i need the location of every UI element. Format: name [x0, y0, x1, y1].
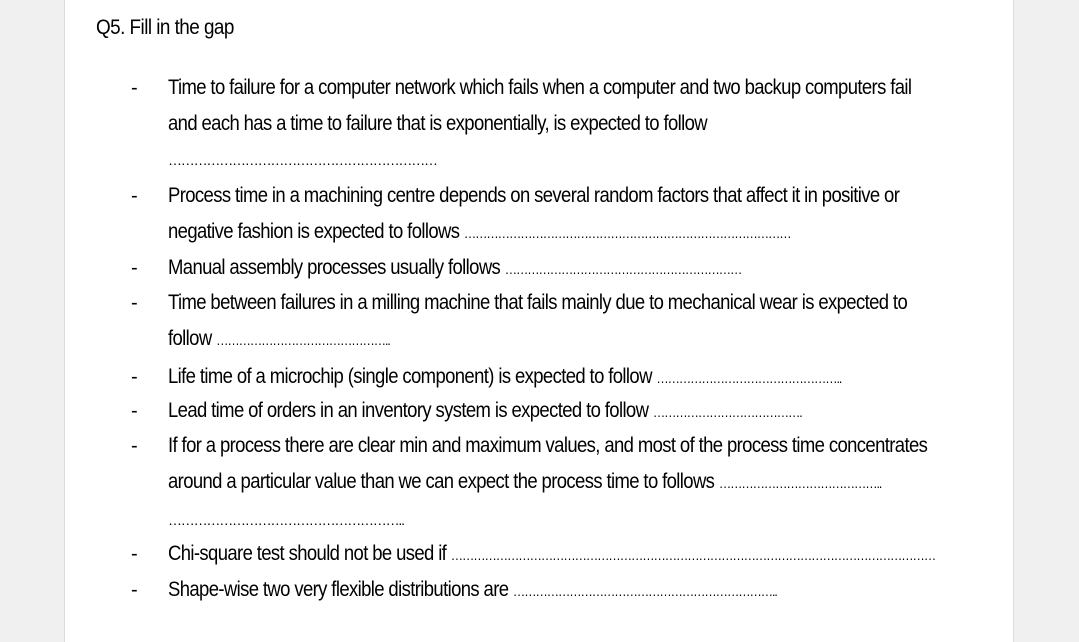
answer-blank: …………………………………. — [652, 404, 802, 420]
item-line-text: follow — [168, 327, 212, 350]
item-text — [168, 572, 890, 609]
item-line-text: Manual assembly processes usually follows — [168, 256, 501, 279]
answer-blank: …………………………………….. — [718, 475, 882, 491]
bullet: - — [131, 257, 138, 279]
answer-blank: ……………………………………………………… — [504, 261, 742, 277]
item-line-text: Lead time of orders in an inventory system is expected to follow — [168, 399, 649, 422]
answer-blank: ……………………………………………………… — [168, 152, 437, 168]
item-text — [168, 70, 912, 142]
item-line: Time to failure for a computer network which fails when a computer and two backup computers fail — [168, 76, 912, 99]
item-line-text: Life time of a microchip (single component) is expected to follow — [168, 365, 652, 388]
item-line: and each has a time to failure that is exponentially, is expected to follow — [168, 112, 707, 135]
bullet: - — [131, 400, 138, 422]
answer-blank: ………………………………………………………………………………………………………………… — [450, 547, 936, 563]
item-line: Time between failures in a milling machine that fails mainly due to mechanical wear is expected to — [168, 291, 908, 314]
item-text — [168, 178, 900, 251]
answer-blank: ……………………………………………….. — [168, 512, 404, 528]
item-line-text: around a particular value than we can expect the process time to follows — [168, 470, 715, 493]
bullet: - — [131, 77, 138, 99]
item-text — [168, 393, 890, 430]
item-line — [168, 250, 890, 287]
bullet: - — [131, 366, 138, 388]
answer-blank: ……………………………………….. — [216, 332, 390, 348]
bullet: - — [131, 185, 138, 207]
item-line — [168, 214, 890, 251]
item-line-text: Chi-square test should not be used if — [168, 542, 447, 565]
item-line — [168, 393, 890, 430]
item-line — [168, 536, 936, 573]
document-page — [64, 0, 1014, 642]
question-heading: Q5. Fill in the gap — [96, 16, 234, 39]
bullet: - — [131, 435, 138, 457]
item-line — [168, 572, 890, 609]
item-text — [168, 428, 928, 501]
answer-blank: ………………………………………….. — [656, 370, 842, 386]
item-text — [168, 285, 908, 358]
bullet: - — [131, 543, 138, 565]
answer-blank: …………………………………………………………….. — [512, 583, 777, 599]
item-line: If for a process there are clear min and maximum values, and most of the process time concentrates — [168, 434, 928, 457]
item-text — [168, 359, 890, 396]
bullet: - — [131, 292, 138, 314]
item-text — [168, 536, 936, 573]
item-line — [168, 359, 890, 396]
item-line — [168, 321, 890, 358]
item-line: Process time in a machining centre depends on several random factors that affect it in positive or — [168, 184, 900, 207]
answer-blank: …………………………………………………………………………… — [463, 225, 791, 241]
bullet: - — [131, 579, 138, 601]
item-line — [168, 464, 890, 501]
item-line-text: negative fashion is expected to follows — [168, 220, 460, 243]
item-line-text: Shape-wise two very flexible distributions are — [168, 578, 509, 601]
item-text — [168, 250, 890, 287]
